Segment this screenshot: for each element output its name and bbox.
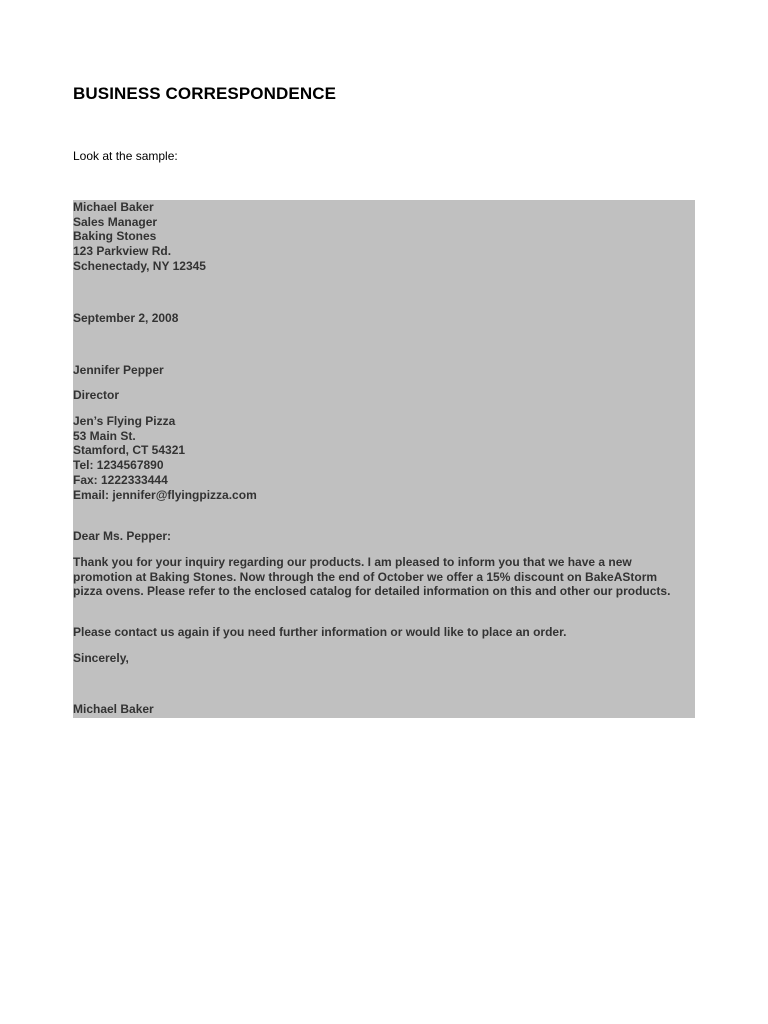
page-title: BUSINESS CORRESPONDENCE xyxy=(73,84,337,103)
recipient-tel: Tel: 1234567890 xyxy=(73,458,164,473)
recipient-city: Stamford, CT 54321 xyxy=(73,443,186,458)
recipient-company: Jen’s Flying Pizza xyxy=(73,414,176,428)
sender-street: 123 Parkview Rd. xyxy=(73,244,172,259)
sender-position: Sales Manager xyxy=(73,214,158,229)
closing: Sincerely, xyxy=(73,651,129,665)
recipient-street: 53 Main St. xyxy=(73,428,136,443)
body-paragraph: Please contact us again if you need further information or would like to place an order. xyxy=(73,625,567,639)
recipient-fax: Fax: 1222333444 xyxy=(73,472,168,487)
sender-city: Schenectady, NY 12345 xyxy=(73,258,206,273)
recipient-email: Email: jennifer@flyingpizza.com xyxy=(73,487,257,502)
sender-company: Baking Stones xyxy=(73,229,157,244)
body-paragraph: Thank you for your inquiry regarding our products. I am pleased to inform you that we have a new promotion at Baking Stones. Now through the end of October we offer a 15% discount on BakeAStorm pizza ovens. Please refer to the enclosed catalog for detailed information on this and other our products. xyxy=(73,555,671,599)
sender-name: Michael Baker xyxy=(73,200,154,214)
signature: Michael Baker xyxy=(73,702,154,716)
salutation: Dear Ms. Pepper: xyxy=(73,529,172,543)
recipient-position: Director xyxy=(73,388,120,402)
intro-text: Look at the sample: xyxy=(73,149,178,163)
letter-date: September 2, 2008 xyxy=(73,311,179,325)
sample-letter xyxy=(73,200,695,718)
recipient-name: Jennifer Pepper xyxy=(73,363,164,377)
